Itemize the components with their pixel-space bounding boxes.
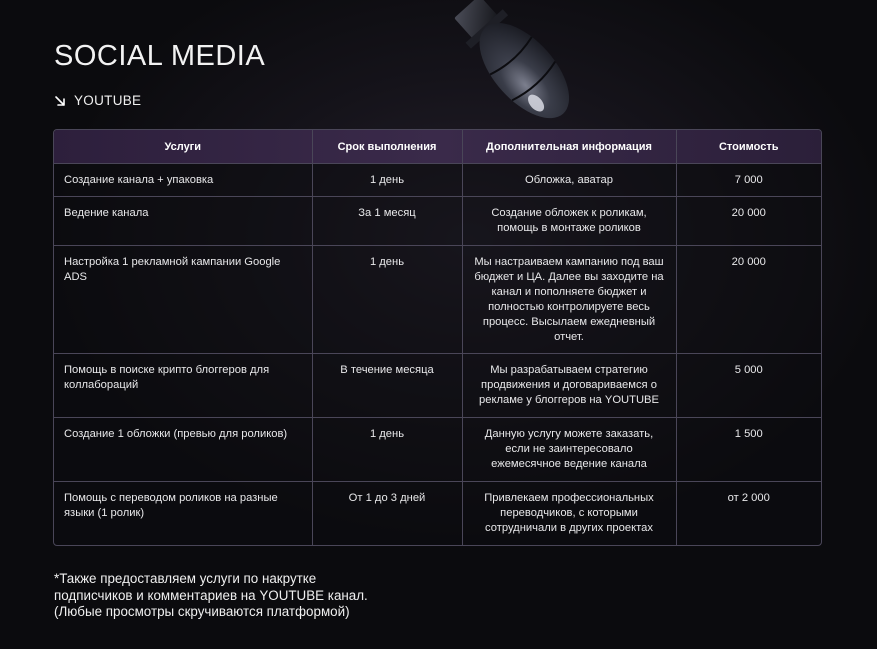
table-row	[54, 246, 821, 354]
table-row	[54, 418, 821, 482]
service-cell: Создание канала + упаковка	[54, 164, 312, 197]
info-cell: Мы настраиваем кампанию под ваш бюджет и ЦА. Далее вы заходите на канал и пополняете бюджет и полностью контролируете весь процесс. Высылаем ежедневный отчет.	[462, 246, 676, 354]
page-title: SOCIAL MEDIA	[54, 40, 266, 72]
service-cell: Настройка 1 рекламной кампании Google ADS	[54, 246, 312, 354]
info-cell: Мы разрабатываем стратегию продвижения и договариваемся о рекламе у блоггеров на YOUTUBE	[462, 354, 676, 418]
service-cell: Помощь в поиске крипто блоггеров для коллабораций	[54, 354, 312, 418]
term-cell: За 1 месяц	[312, 197, 462, 246]
bomb-illustration	[438, 0, 588, 135]
term-cell: 1 день	[312, 246, 462, 354]
footnote	[54, 571, 474, 621]
info-cell: Привлекаем профессиональных переводчиков, с которыми сотрудничали в других проектах	[462, 482, 676, 546]
column-header-term: Срок выполнения	[312, 130, 462, 164]
footnote-line: (Любые просмотры скручиваются платформой)	[54, 604, 350, 619]
info-cell: Обложка, аватар	[462, 164, 676, 197]
term-cell: 1 день	[312, 418, 462, 482]
section-label: YOUTUBE	[74, 93, 142, 108]
services-table	[53, 129, 822, 546]
table-header-row	[54, 130, 821, 164]
table-row	[54, 482, 821, 546]
price-cell: 20 000	[676, 246, 821, 354]
price-cell: 7 000	[676, 164, 821, 197]
term-cell: 1 день	[312, 164, 462, 197]
term-cell: От 1 до 3 дней	[312, 482, 462, 546]
arrow-down-right-icon	[54, 95, 66, 107]
info-cell: Создание обложек к роликам, помощь в монтаже роликов	[462, 197, 676, 246]
table-row	[54, 354, 821, 418]
service-cell: Создание 1 обложки (превью для роликов)	[54, 418, 312, 482]
service-cell: Помощь с переводом роликов на разные языки (1 ролик)	[54, 482, 312, 546]
term-cell: В течение месяца	[312, 354, 462, 418]
service-cell: Ведение канала	[54, 197, 312, 246]
info-cell: Данную услугу можете заказать, если не заинтересовало ежемесячное ведение канала	[462, 418, 676, 482]
price-cell: 1 500	[676, 418, 821, 482]
footnote-line: подписчиков и комментариев на YOUTUBE канал.	[54, 587, 368, 603]
footnote-line: *Также предоставляем услуги по накрутке	[54, 571, 317, 586]
table-row	[54, 197, 821, 246]
price-cell: 5 000	[676, 354, 821, 418]
section-heading	[54, 93, 141, 108]
price-cell: 20 000	[676, 197, 821, 246]
column-header-price: Стоимость	[676, 130, 821, 164]
column-header-services: Услуги	[54, 130, 312, 164]
price-cell: от 2 000	[727, 492, 770, 504]
column-header-info: Дополнительная информация	[462, 130, 676, 164]
table-row	[54, 164, 821, 197]
